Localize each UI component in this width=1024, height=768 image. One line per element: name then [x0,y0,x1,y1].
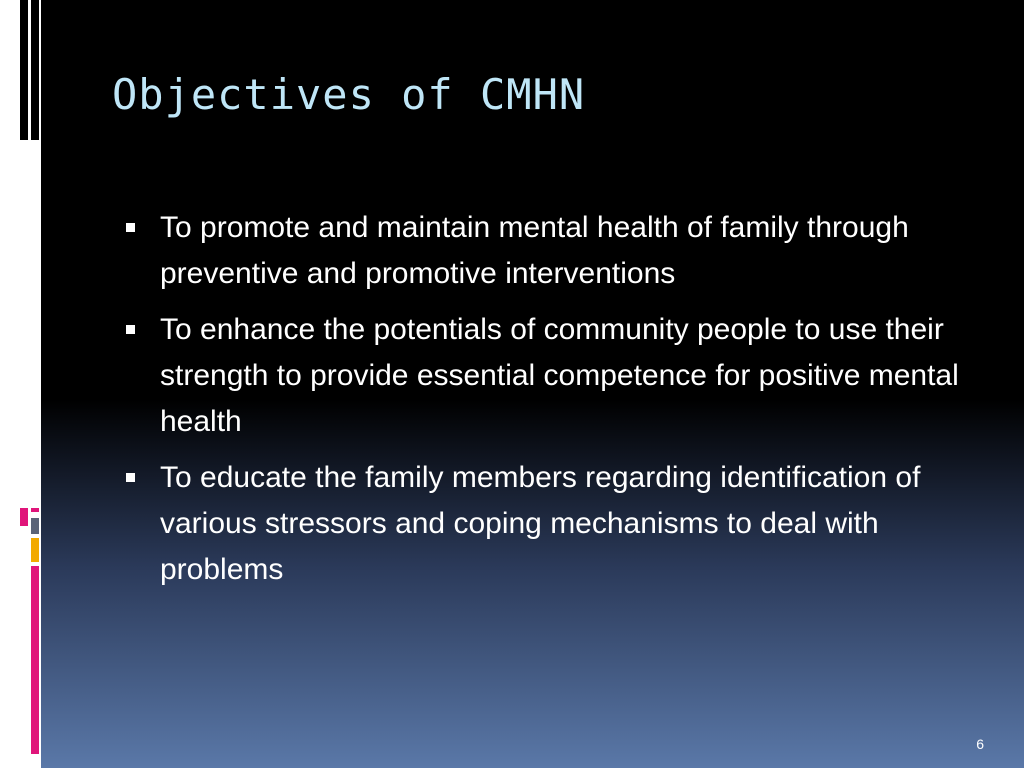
bullet-item [124,455,984,593]
bullet-text: To enhance the potentials of community people to use their strength to provide essential competence for positive mental health [160,313,959,438]
decorative-accent-pink-small [20,508,28,526]
decorative-accent-gray [31,518,39,534]
bullet-list [124,205,984,603]
slide-number: 6 [976,736,984,752]
left-decorative-strip [0,0,41,768]
bullet-text: To educate the family members regarding identification of various stressors and coping mechanisms to deal with problems [160,461,921,586]
bullet-text: To promote and maintain mental health of family through preventive and promotive interventions [160,211,909,290]
square-bullet-icon [126,223,135,232]
decorative-accent-pink-top [31,508,39,512]
decorative-bar-left [20,0,28,140]
bullet-item [124,307,984,445]
square-bullet-icon [126,325,135,334]
decorative-bar-right [31,0,39,140]
square-bullet-icon [126,473,135,482]
bullet-item [124,205,984,297]
decorative-accent-pink-long [31,566,39,754]
slide-title: Objectives of CMHN [112,70,586,119]
decorative-accent-gold [31,538,39,562]
